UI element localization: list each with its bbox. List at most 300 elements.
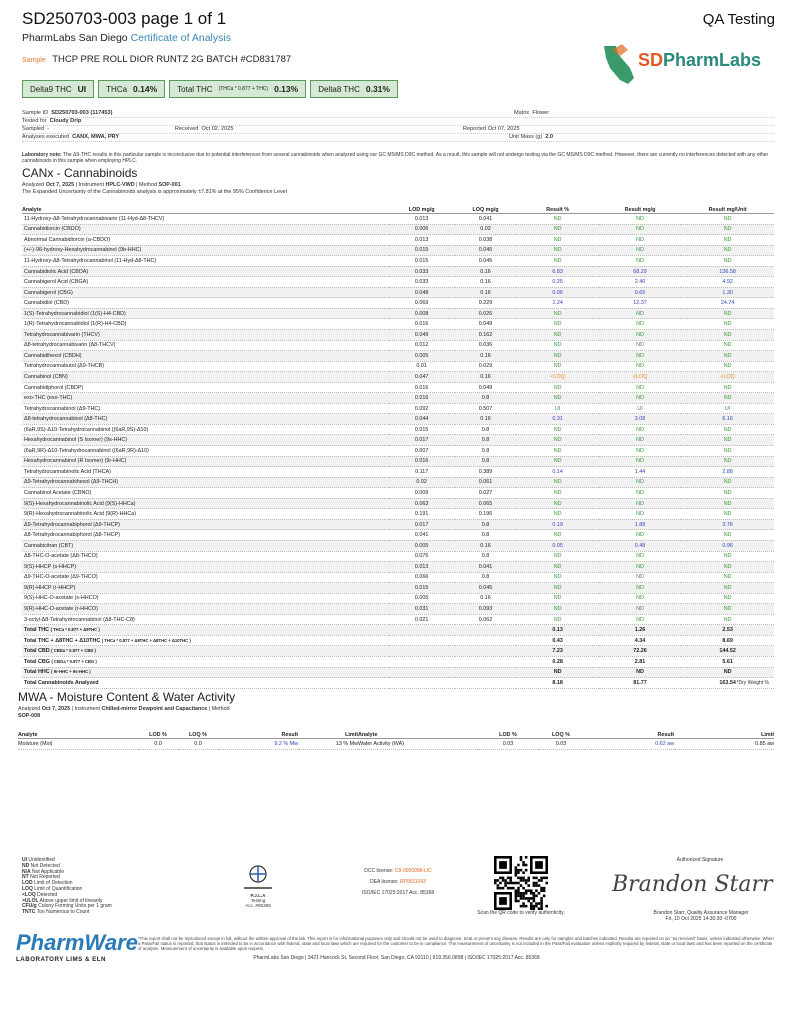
sample-line [22,54,291,65]
verification-qr-code[interactable] [494,856,548,910]
analyte-name: 11-Hydroxy-Δ8-Tetrahydrocannabivarin (11-Hyd-Δ8-THCV) [22,214,389,225]
analyte-name: Δ8-Tetrahydrocannabiphorol (Δ8-THCP) [22,530,389,541]
table-row [22,498,774,509]
total-row [22,656,774,667]
sdpharmlabs-logo [598,40,778,88]
cell-value: ND [599,488,681,499]
cell-value: 0.061 [455,477,517,488]
mwa-column-header: LOD % [478,724,538,739]
table-row [22,382,774,393]
analyte-name: Cannabinol (CBN) [22,372,389,383]
total-name: Total Cannabinoids Analyzed [22,678,389,689]
cell-value: 0.8 [455,435,517,446]
total-row [22,635,774,646]
cell-value: ND [599,319,681,330]
cell-value: 0.005 [389,593,455,604]
cell-value: 0.16 [455,351,517,362]
cell-value: ND [516,235,598,246]
cell-value: ND [599,393,681,404]
cannabinoids-table [22,199,774,689]
laboratory-note [22,152,774,164]
disclaimer: *This report shall not be reproduced except in full, without the written approval of the lab. This report is for informational purposes only and should not be used to diagnose, treat or prevent any disease. Results are only for samples and batches indicated. Results are reported on an "as received" basis, unless indicated otherwise. When a Pass/Fail status is reported, that status is intended to be in accordance with federal, state and local laws which are required for the customer to be in compliance. The measurement of uncertainty is not included in the Pass/Fail evaluation unless explicitly required by federal, state or local laws and has been reported on the certificate of analysis. Measurement of uncertainty is available upon request. [138,936,774,951]
cell-value: 6.16 [681,414,774,425]
note-label: Laboratory note: [22,152,62,158]
cell-value: 1.44 [599,467,681,478]
cell-value: 0.162 [455,330,517,341]
sample-name: THCP PRE ROLL DIOR RUNTZ 2G BATCH #CD831787 [52,54,292,65]
table-row [22,319,774,330]
cell-value: ND [681,361,774,372]
cell-value: ND [681,235,774,246]
analyte-name: 1(R)-Tetrahydrocannabidiol (1(R)-H4-CBD) [22,319,389,330]
cell-value: 0.8 [455,424,517,435]
mwa-cell: 0.85 aw [674,739,774,750]
analyte-name: Cannabidiphorol (CBDP) [22,382,389,393]
table-row [22,572,774,583]
abbreviation-legend [22,858,112,916]
legend-item: CFU/g Colony Forming Units per 1 gram [22,903,112,910]
table-row [22,393,774,404]
mwa-cell: 0.03 [478,739,538,750]
mwa-column-header: Limit [298,724,358,739]
logo-text [638,50,761,71]
table-row [22,351,774,362]
summary-badge [98,80,165,98]
cell-value: 0.009 [389,488,455,499]
cell-value: ND [599,235,681,246]
cell-value: ND [516,340,598,351]
logo-sd: SD [638,50,664,70]
cell-value: ND [599,256,681,267]
cell-value: 0.007 [389,446,455,457]
cell-value: 0.16 [455,266,517,277]
cell-value: 0.05 [516,540,598,551]
cell-value: ND [681,530,774,541]
analyte-name: 9(R)-HHC-O-acetate (r-HHCO) [22,604,389,615]
analyte-name: Δ9-Tetrahydrocannabiphorol (Δ9-THCP) [22,519,389,530]
table-row [22,340,774,351]
cell-value: 4.92 [681,277,774,288]
table-row [22,245,774,256]
cell-value: 0.196 [455,509,517,520]
mwa-column-header: LOD % [138,724,178,739]
table-row [22,308,774,319]
cell-value: 1.30 [681,287,774,298]
cell-value: 0.25 [516,277,598,288]
cell-value: 0.16 [455,593,517,604]
cell-value: ND [516,361,598,372]
column-header: LOD mg/g [389,199,455,214]
total-name: Total HHC ( 9r-HHC + 9s-HHC ) [22,667,389,678]
cell-value: 0.012 [389,340,455,351]
cell-value: ND [681,593,774,604]
total-value: 2.81 [599,656,681,667]
cell-value: 0.96 [681,540,774,551]
signer-info: Brandon Starr, Quality Assurance Manager Fri, 10 Oct 2025 14:30:30 -0700 [653,910,749,922]
cell-value: ND [599,308,681,319]
cell-value: ND [599,477,681,488]
cell-value: ND [516,446,598,457]
cell-value: ND [516,435,598,446]
table-row [22,435,774,446]
cell-value: 0.008 [389,308,455,319]
cell-value: 24.74 [681,298,774,309]
total-value: 0.28 [516,656,598,667]
legend-item: <LOQ Detected [22,891,58,898]
cell-value: 0.8 [455,456,517,467]
cell-value: ND [599,562,681,573]
cell-value: 0.16 [455,287,517,298]
cell-value: 0.027 [455,488,517,499]
cell-value: UI [681,403,774,414]
table-row [22,446,774,457]
summary-badge [169,80,306,98]
cell-value: 0.041 [455,562,517,573]
mwa-column-header: Analyte [358,724,478,739]
cell-value: ND [681,446,774,457]
cell-value: 0.013 [389,235,455,246]
cell-value: ND [516,456,598,467]
table-row [22,277,774,288]
mwa-column-header: LOQ % [538,724,584,739]
analyte-name: Tetrahydrocannabinolic Acid (THCA) [22,467,389,478]
legend-item: LOQ Limit of Quantification [22,885,83,892]
signature: Brandon Starr [612,872,773,897]
badge-label: THCa [106,84,128,94]
cell-value: 0.8 [455,519,517,530]
licenses: DCC license: C8-0000098-LIC DEA license: RP0611043 ISO/IEC 17025:2017 Acc. 85368 [338,866,458,899]
cell-value: ND [516,498,598,509]
pjla-sub: Testing [250,898,266,903]
mwa-column-header: Analyte [18,724,138,739]
mwa-column-header: Limit [674,724,774,739]
total-value: 7.23 [516,646,598,657]
table-row [22,593,774,604]
mwa-header-row [18,724,774,739]
cell-value: ND [516,214,598,225]
mwa-column-header: Result [584,724,674,739]
lab-line [22,32,231,44]
cell-value: 0.015 [389,424,455,435]
cell-value: ND [516,424,598,435]
column-header: Result mg/Unit [681,199,774,214]
table-row [22,614,774,625]
uncertainty-note: The Expanded Uncertainty of the Cannabinoids analysis is approximately ±7.81% at the 95% Confidence Level [22,189,287,195]
pharmware-name: PharmWare [16,930,138,955]
cell-value: 0.006 [389,224,455,235]
total-name: Total CBG ( CBGa * 0.877 + CBG ) [22,656,389,667]
badge-label: Delta9 THC [30,84,72,94]
cell-value: ND [599,330,681,341]
cell-value: 0.48 [599,540,681,551]
cell-value: 0.015 [389,245,455,256]
analyte-name: Δ9-THC-O-acetate (Δ9-THCO) [22,572,389,583]
cell-value: 0.013 [389,214,455,225]
summary-badge [310,80,398,98]
cannabinoids-title: CANx - Cannabinoids [22,166,138,180]
cell-value: 0.19 [516,519,598,530]
mwa-cell: 0.62 aw [584,739,674,750]
cell-value: ND [516,330,598,341]
cell-value: 0.049 [455,382,517,393]
received: Received Oct 02, 2025 [175,126,234,132]
legend-item: ND Not Detected [22,862,60,869]
cell-value: <LOQ [516,372,598,383]
cell-value: 0.015 [389,583,455,594]
mwa-row [18,739,774,750]
table-row [22,540,774,551]
cell-value: ND [681,214,774,225]
cell-value: 0.65 [599,287,681,298]
mwa-column-header: LOQ % [178,724,218,739]
cell-value: ND [681,435,774,446]
table-row [22,509,774,520]
cell-value: 0.01 [389,361,455,372]
analyte-name: 9(R)-HHCP (r-HHCP) [22,583,389,594]
cell-value: ND [516,488,598,499]
table-row [22,372,774,383]
cell-value: 0.016 [389,382,455,393]
table-row [22,562,774,573]
cell-value: 0.16 [455,277,517,288]
total-value: 4.34 [599,635,681,646]
cell-value: ND [599,530,681,541]
total-value: 8.69 [681,635,774,646]
analyte-name: 3-octyl-Δ8-Tetrahydrocannabinol (Δ8-THC-C8) [22,614,389,625]
analyte-name: 9(R)-Hexahydrocannabinolic Acid (9(R)-HHCa) [22,509,389,520]
cell-value: ND [599,593,681,604]
table-row [22,424,774,435]
cell-value: 0.14 [516,467,598,478]
cell-value: ND [516,614,598,625]
badge-value: 0.13% [274,84,299,94]
cell-value: 0.06 [516,287,598,298]
cell-value: 0.041 [389,530,455,541]
cell-value: ND [681,351,774,362]
badge-label: Delta8 THC [318,84,360,94]
cell-value: 0.8 [455,530,517,541]
cell-value: ND [516,308,598,319]
cell-value: 0.013 [389,562,455,573]
cell-value: 0.093 [455,604,517,615]
mwa-cell: 0.0 [178,739,218,750]
cell-value: ND [516,245,598,256]
cell-value: ND [681,551,774,562]
matrix: Matrix Flower [514,110,550,116]
cell-value: ND [599,361,681,372]
scan-note: Scan the QR code to verify authenticity. [477,910,565,916]
analyte-name: 9(S)-HHCP (s-HHCP) [22,562,389,573]
cell-value: ND [599,572,681,583]
cell-value: 0.041 [455,214,517,225]
column-header: LOQ mg/g [455,199,517,214]
table-row [22,266,774,277]
analyte-name: Cannabigerol Acid (CBGA) [22,277,389,288]
cell-value: ND [516,604,598,615]
cell-value: ND [599,245,681,256]
cell-value: 2.46 [599,277,681,288]
legend-item: UI Unidentified [22,857,55,863]
cell-value: 0.005 [389,351,455,362]
cell-value: ND [681,382,774,393]
analyte-name: Tetrahydrocannabutol (Δ9-THCB) [22,361,389,372]
cell-value: ND [516,393,598,404]
analyte-name: Tetrahydrocannabivarin (THCV) [22,330,389,341]
total-name: Total THC ( THCa * 0.877 + Δ9THC ) [22,625,389,636]
cell-value: ND [599,446,681,457]
analyte-name: Cannabidihexol (CBDH) [22,351,389,362]
pharmware-sub: LABORATORY LIMS & ELN [16,956,107,963]
cell-value: 0.16 [455,414,517,425]
table-row [22,456,774,467]
total-formula: ( CBDa * 0.877 + CBD ) [51,648,96,654]
table-row [22,583,774,594]
cell-value: ND [681,308,774,319]
badge-formula: (THCa * 0.877 + THC) [218,86,269,92]
analyte-name: 9(S)-Hexahydrocannabinolic Acid (9(S)-HHCa) [22,498,389,509]
cell-value: ND [599,424,681,435]
iso-accreditation: ISO/IEC 17025:2017 Acc. 85368 [361,890,435,896]
cell-value: 0.049 [389,330,455,341]
cell-value: 0.8 [455,551,517,562]
cell-value: 0.017 [389,519,455,530]
cell-value: UI [599,403,681,414]
analyte-name: Cannabigerol (CBG) [22,287,389,298]
cell-value: ND [681,319,774,330]
analyte-name: (+/-)-9ß-hydroxy-Hexahydrocannabinol (9b-HHC) [22,245,389,256]
cell-value: 12.37 [599,298,681,309]
total-value: 163.54 [681,678,774,689]
cell-value: ND [516,509,598,520]
analyte-name: Abnormal Cannabidiorcin (a-CBDO) [22,235,389,246]
total-value: ND [516,667,598,678]
cell-value: 0.117 [389,467,455,478]
cell-value: 0.8 [455,393,517,404]
tested-for: Tested for Cloudy Drip [22,118,82,124]
cell-value: ND [599,551,681,562]
total-row [22,646,774,657]
analyte-name: Δ8-tetrahydrocannabivarin (Δ8-THCV) [22,340,389,351]
cell-value: 0.069 [389,298,455,309]
table-row [22,519,774,530]
authorized-signature-label: Authorized Signature [676,857,724,863]
analyte-name: Tetrahydrocannabinol (Δ9-THC) [22,403,389,414]
mwa-table [18,724,774,750]
total-value: 5.61 [681,656,774,667]
cell-value: ND [599,614,681,625]
cell-value: 0.033 [389,277,455,288]
cell-value: ND [681,498,774,509]
table-row [22,604,774,615]
analyte-name: 1(S)-Tetrahydrocannabidiol (1(S)-H4-CBD) [22,308,389,319]
cell-value: ND [516,256,598,267]
badge-value: 0.31% [365,84,390,94]
total-formula: ( THCa * 0.877 + Δ9THC + Δ8THC + Δ10THC ) [101,637,191,643]
cell-value: 0.026 [455,308,517,319]
cell-value: ND [599,498,681,509]
pharmware-logo [16,930,138,968]
analyte-name: exo-THC (exo-THC) [22,393,389,404]
mwa-cell: Water Activity (WA) [358,739,478,750]
reported: Reported Oct 07, 2025 [463,126,520,132]
table-row [22,403,774,414]
cell-value: <LOQ [681,372,774,383]
mwa-cell: 9.2 % Mw [218,739,298,750]
legend-item: N/A Not Applicable [22,868,64,875]
pjla-name: P.J.L.A [250,893,266,898]
cell-value: 0.16 [455,540,517,551]
cell-value: 0.005 [389,540,455,551]
cell-value: 0.033 [389,266,455,277]
sampled: Sampled - [22,126,50,132]
cell-value: 3.08 [599,414,681,425]
sample-id: Sample ID SD250703-003 (117453) [22,110,113,116]
cell-value: ND [599,382,681,393]
mwa-cell: 0.0 [138,739,178,750]
cell-value: 1.88 [599,519,681,530]
table-row [22,287,774,298]
analyte-name: 9(S)-HHC-O-acetate (s-HHCO) [22,593,389,604]
cell-value: 0.029 [455,361,517,372]
cell-value: <LOQ [599,372,681,383]
total-value: 72.26 [599,646,681,657]
total-name: Total THC + Δ8THC + Δ10THC ( THCa * 0.877 + Δ9THC + Δ8THC + Δ10THC ) [22,635,389,646]
dea-license: RP0611043 [399,879,426,885]
table-row [22,467,774,478]
total-value: 144.52 [681,646,774,657]
cell-value: ND [681,583,774,594]
cell-value: ND [599,351,681,362]
cell-value: 0.048 [389,287,455,298]
table-row [22,530,774,541]
california-map-icon [598,40,638,88]
cell-value: ND [681,477,774,488]
table-row [22,551,774,562]
cell-value: ND [681,509,774,520]
total-value: 1.26 [599,625,681,636]
total-value: 0.43 [516,635,598,646]
cell-value: 0.8 [455,572,517,583]
cannabinoids-header-row [22,199,774,214]
mwa-title: MWA - Moisture Content & Water Activity [18,690,236,704]
analyses: Analyses executed CANX, MWA, PRY [22,134,120,140]
cell-value: ND [681,393,774,404]
cell-value: 0.045 [455,256,517,267]
badge-label: Total THC [177,84,213,94]
table-row [22,414,774,425]
cell-value: 0.063 [389,498,455,509]
cell-value: ND [516,551,598,562]
pjla-accreditation [230,862,286,908]
cell-value: ND [681,330,774,341]
pjla-seal-icon [240,862,276,892]
cell-value: 1.24 [516,298,598,309]
mwa-cell: 13 % Mw [298,739,358,750]
cell-value: ND [516,562,598,573]
analyte-name: Cannabidiol (CBD) [22,298,389,309]
cell-value: 0.31 [516,414,598,425]
cell-value: ND [681,340,774,351]
table-row [22,488,774,499]
dcc-license: C8-0000098-LIC [394,868,432,874]
analyte-name: Δ8-THC-O-acetate (Δ8-THCO) [22,551,389,562]
pjla-acc: Acc. #85368 [245,903,271,908]
unit-mass: Unit Mass (g) 2.0 [509,134,554,140]
badge-value: UI [77,84,87,94]
legend-item: NT Not Reported [22,874,60,881]
table-row [22,330,774,341]
cell-value: 0.045 [455,245,517,256]
